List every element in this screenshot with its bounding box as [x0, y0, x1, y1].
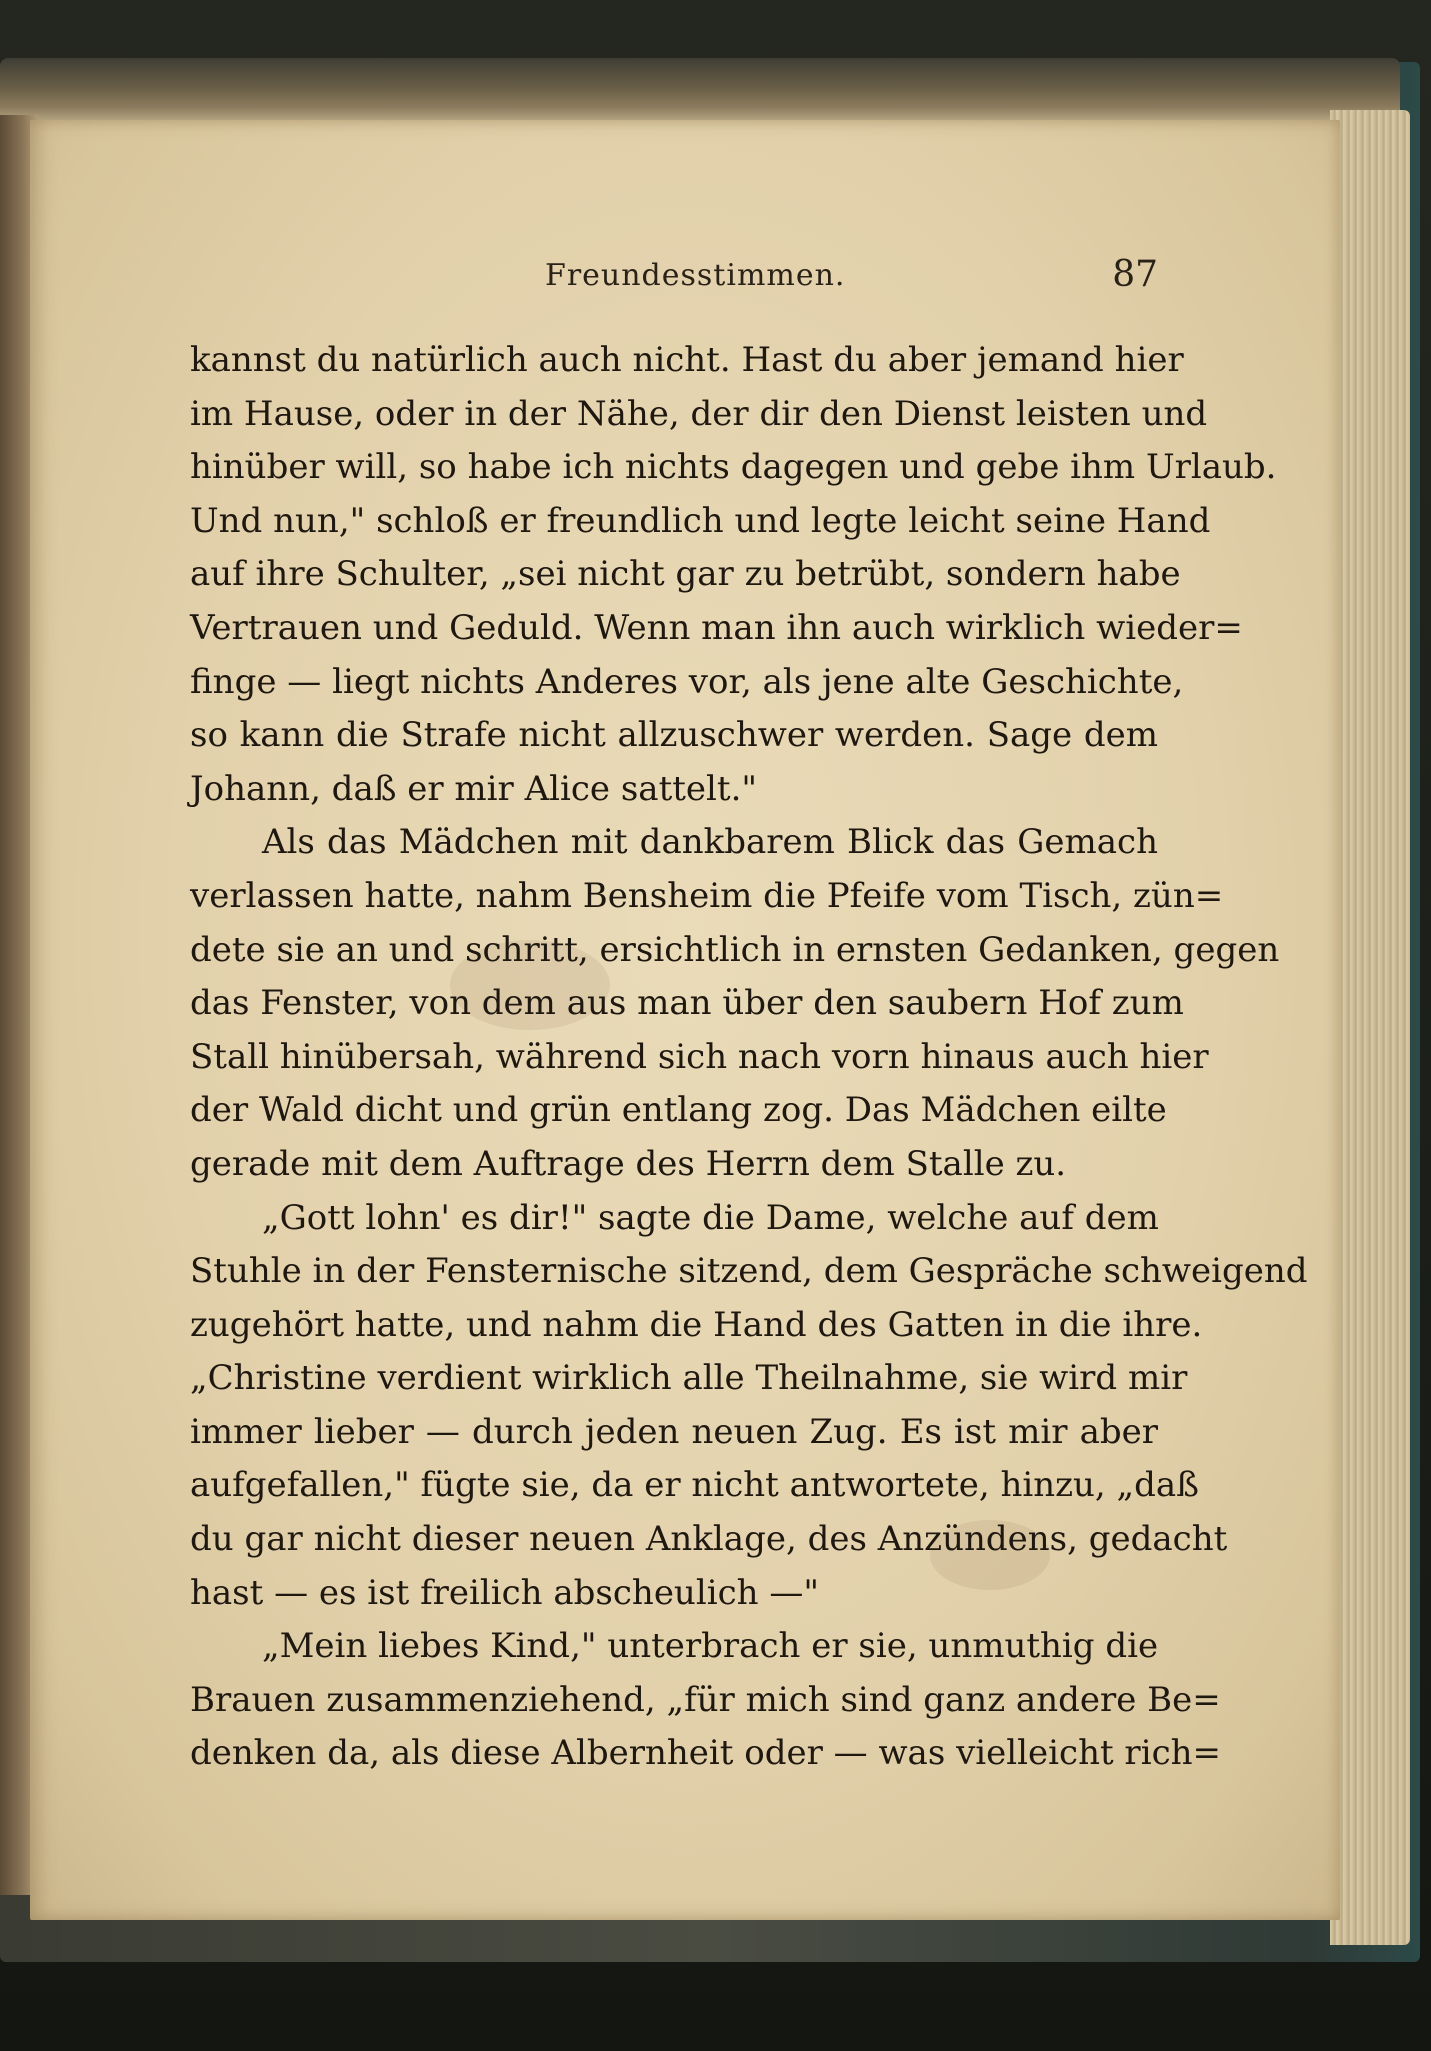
text-line: aufgefallen," fügte sie, da er nicht antwortete, hinzu, „daß — [190, 1465, 1199, 1506]
text-line: dete sie an und schritt, ersichtlich in ernsten Gedanken, gegen — [190, 929, 1280, 970]
page-number: 87 — [1112, 254, 1158, 295]
body-text — [190, 334, 1308, 1781]
book-binding-top — [0, 58, 1400, 128]
text-line: finge — liegt nichts Anderes vor, als jene alte Geschichte, — [190, 661, 1184, 702]
text-line: kannst du natürlich auch nicht. Hast du aber jemand hier — [190, 340, 1184, 380]
text-line: verlassen hatte, nahm Bensheim die Pfeife vom Tisch, zün= — [190, 875, 1224, 916]
text-line: Und nun," schloß er freundlich und legte leicht seine Hand — [190, 500, 1211, 541]
text-line: auf ihre Schulter, „sei nicht gar zu betrübt, sondern habe — [190, 554, 1181, 595]
text-line: hinüber will, so habe ich nichts dagegen und gebe ihm Urlaub. — [190, 447, 1277, 488]
text-line: gerade mit dem Auftrage des Herrn dem Stalle zu. — [190, 1143, 1067, 1184]
text-line: du gar nicht dieser neuen Anklage, des Anzündens, gedacht — [190, 1519, 1228, 1560]
running-header — [190, 254, 1158, 308]
text-line: „Mein liebes Kind," unterbrach er sie, unmuthig die — [262, 1626, 1159, 1667]
text-line: denken da, als diese Albernheit oder — was vielleicht rich= — [190, 1733, 1221, 1774]
text-line: Johann, daß er mir Alice sattelt." — [190, 768, 758, 809]
text-line: „Gott lohn' es dir!" sagte die Dame, welche auf dem — [262, 1197, 1159, 1238]
text-line: Stall hinübersah, während sich nach vorn hinaus auch hier — [190, 1036, 1209, 1077]
text-line: hast — es ist freilich abscheulich —" — [190, 1572, 819, 1613]
text-line: Als das Mädchen mit dankbarem Blick das Gemach — [262, 822, 1158, 863]
text-line: „Christine verdient wirklich alle Theilnahme, sie wird mir — [190, 1358, 1188, 1399]
text-line: Vertrauen und Geduld. Wenn man ihn auch wirklich wieder= — [190, 607, 1243, 648]
text-line: zugehört hatte, und nahm die Hand des Gatten in die ihre. — [190, 1304, 1203, 1345]
running-title: Freundesstimmen. — [545, 258, 846, 293]
text-line: Stuhle in der Fensternische sitzend, dem Gespräche schweigend — [190, 1251, 1308, 1292]
text-line: der Wald dicht und grün entlang zog. Das Mädchen eilte — [190, 1090, 1167, 1131]
page-edges — [1330, 110, 1410, 1945]
text-line: das Fenster, von dem aus man über den saubern Hof zum — [190, 983, 1184, 1024]
text-line: immer lieber — durch jeden neuen Zug. Es ist mir aber — [190, 1411, 1158, 1452]
text-line: so kann die Strafe nicht allzuschwer werden. Sage dem — [190, 715, 1158, 756]
text-line: im Hause, oder in der Nähe, der dir den Dienst leisten und — [190, 393, 1208, 434]
text-line: Brauen zusammenziehend, „für mich sind ganz andere Be= — [190, 1679, 1221, 1720]
